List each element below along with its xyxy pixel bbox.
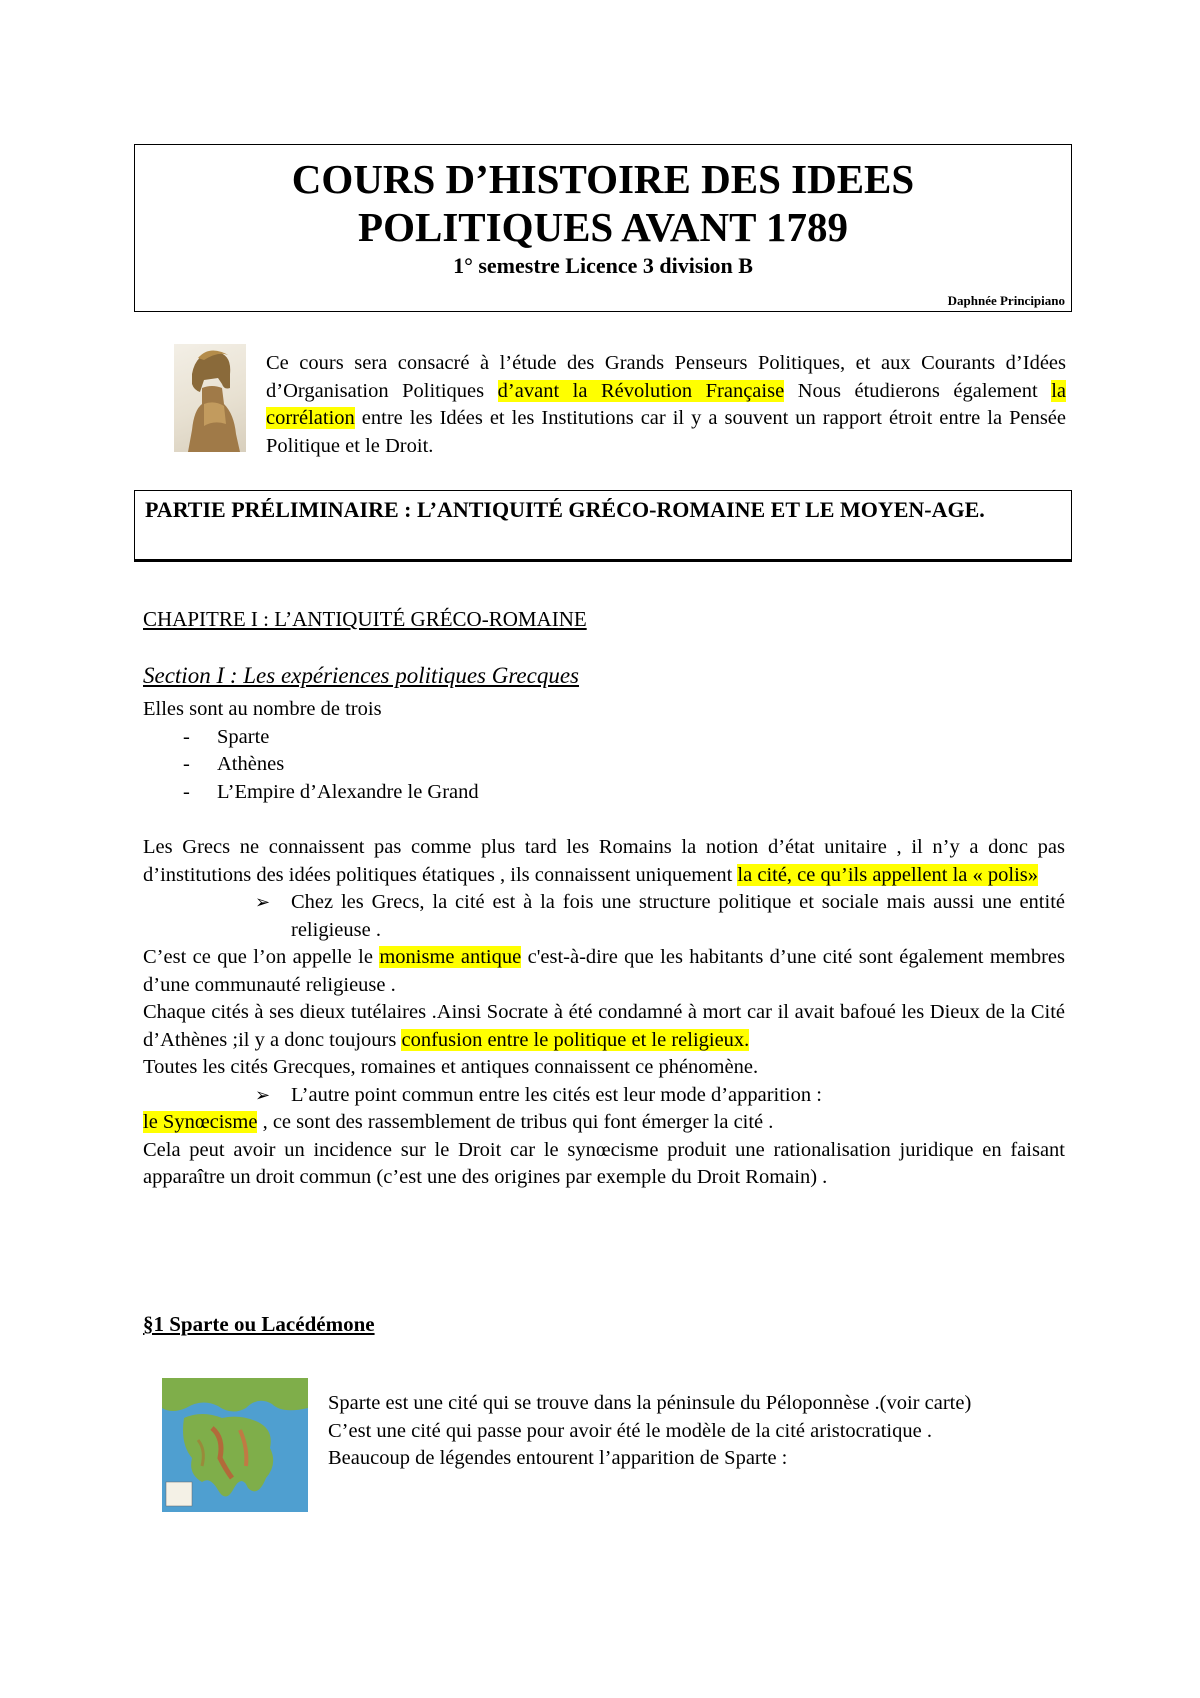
paragraph: Toutes les cités Grecques, romaines et antiques connaissent ce phénomène. [143, 1056, 759, 1078]
list-item: - Sparte [183, 725, 270, 748]
highlight-polis: la cité, ce qu’ils appellent la « polis» [737, 863, 1038, 886]
course-subtitle: 1° semestre Licence 3 division B [453, 253, 753, 278]
author-name: Daphnée Principiano [947, 293, 1065, 308]
list-item: - Athènes [183, 753, 285, 775]
paragraph: le Synœcisme , ce sont des rassemblement de tribus qui font émerger la cité . [143, 1111, 774, 1133]
title-line-2: POLITIQUES AVANT 1789 [358, 204, 848, 250]
cities-list [143, 696, 479, 806]
chapter-title: CHAPITRE I : L’ANTIQUITÉ GRÉCO-ROMAINE [143, 607, 587, 631]
arrow-bullet-icon: ➢ [255, 1084, 271, 1105]
paragraph: Cela peut avoir un incidence sur le Droit car le synœcisme produit une rationalisation juridique en faisant apparaître un droit commun (c’est une des origines par exemple du Droit Romain) . [143, 1138, 1065, 1188]
highlight-confusion: confusion entre le politique et le religieux. [401, 1028, 750, 1051]
body-paragraphs [143, 834, 1065, 1192]
paragraph: Chaque cités à ses dieux tutélaires .Ainsi Socrate à été condamné à mort car il avait bafoué les Dieux de la Cité d’Athènes ;il y a donc toujours confusion entre le politique et le religieux. [143, 1001, 1065, 1051]
list-item: - L’Empire d’Alexandre le Grand [183, 780, 479, 803]
intro-paragraph: Ce cours sera consacré à l’étude des Grands Penseurs Politiques, et aux Courants d’Idées d’Organisation Politiques d’avant la Révolution Française Nous étudierons également la corrélation entre les Idées et les Institutions car il y a souvent un rapport étroit entre la Pensée Politique et le Droit. [266, 352, 1066, 457]
arrow-bullet: ➢ Chez les Grecs, la cité est à la fois une structure politique et sociale mais aussi une entité religieuse . [255, 891, 1065, 941]
highlight-revolution: d’avant la Révolution Française [497, 379, 785, 402]
sparte-line: C’est une cité qui passe pour avoir été le modèle de la cité aristocratique . [328, 1419, 932, 1442]
highlight-monisme: monisme antique [379, 946, 522, 968]
spartan-warrior-image [174, 344, 246, 452]
arrow-bullet: ➢ L’autre point commun entre les cités est leur mode d’apparition : [143, 1082, 1065, 1110]
part-title-box: PARTIE PRÉLIMINAIRE : L’ANTIQUITÉ GRÉCO-ROMAINE ET LE MOYEN-AGE. [134, 490, 1072, 562]
highlight-correlation: la corrélation [266, 379, 1066, 429]
title-line-1: COURS D’HISTOIRE DES IDEES [291, 156, 915, 202]
sparte-line: Sparte est une cité qui se trouve dans la péninsule du Péloponnèse .(voir carte) [328, 1392, 972, 1414]
peloponnese-map-image [162, 1378, 308, 1512]
paragraph: C’est ce que l’on appelle le monisme antique c'est-à-dire que les habitants d’une cité sont également membres d’une communauté religieuse . [143, 946, 1066, 996]
highlight-synoecisme: le Synœcisme [143, 1111, 258, 1133]
sparte-line: Beaucoup de légendes entourent l’apparition de Sparte : [328, 1447, 788, 1469]
section-title: Section I : Les expériences politiques Grecques [143, 663, 580, 688]
arrow-bullet-icon: ➢ [255, 892, 271, 912]
paragraph: Les Grecs ne connaissent pas comme plus tard les Romains la notion d’état unitaire , il n’y a donc pas d’institutions des idées politiques étatiques , ils connaissent uniquement la cité, ce qu’ils appellent la « polis» [143, 836, 1065, 886]
sparte-paragraph [328, 1390, 1068, 1473]
list-intro: Elles sont au nombre de trois [143, 698, 382, 720]
subsection-title: §1 Sparte ou Lacédémone [143, 1312, 375, 1336]
title-box [134, 144, 1072, 312]
